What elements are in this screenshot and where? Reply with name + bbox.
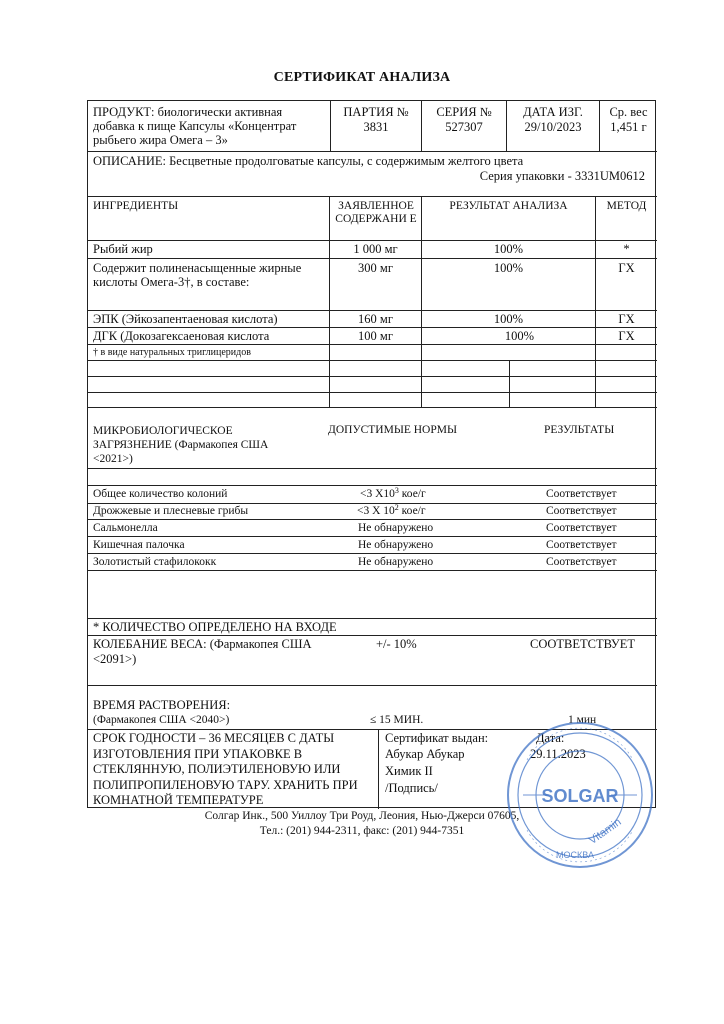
series-value: 527307 — [445, 120, 483, 134]
certificate-issued-label: Сертификат выдан: — [385, 731, 489, 745]
weight-value: 1,451 г — [610, 120, 647, 134]
micro-result: Соответствует — [546, 556, 617, 568]
stamp-vitamin: Vitamin — [586, 816, 624, 847]
micro-name: Золотистый стафилококк — [93, 556, 217, 568]
micro-name: Сальмонелла — [93, 522, 158, 534]
footer-address: Солгар Инк., 500 Уиллоу Три Роуд, Леония, Нью-Джерси 07605, — [204, 810, 520, 822]
input-note: * КОЛИЧЕСТВО ОПРЕДЕЛЕНО НА ВХОДЕ — [93, 620, 337, 634]
ingredient-name: Содержит полиненасыщенные жирные кислоты Омега-3†, в составе: — [93, 261, 302, 289]
ingredient-method: ГХ — [618, 261, 635, 275]
micro-norm: Не обнаружено — [358, 522, 434, 534]
micro-name: Дрожжевые и плесневые грибы — [93, 505, 249, 517]
footer-phones: Тел.: (201) 944-2311, факс: (201) 944-7351 — [259, 825, 465, 837]
batch-label: ПАРТИЯ № — [343, 105, 409, 119]
ingredient-method: ГХ — [618, 312, 635, 326]
dissolution-label: ВРЕМЯ РАСТВОРЕНИЯ: — [93, 698, 231, 712]
micro-name: Общее количество колоний — [93, 488, 228, 500]
micro-header-results: РЕЗУЛЬТАТЫ — [544, 424, 615, 436]
micro-result: Соответствует — [546, 539, 617, 551]
ingredients-header: ИНГРЕДИЕНТЫ — [93, 200, 179, 212]
issuer-title: Химик II — [385, 764, 433, 778]
description-text: ОПИСАНИЕ: Бесцветные продолговатые капсулы, с содержимым желтого цвета — [93, 154, 524, 168]
ingredient-name: ДГК (Докозагексаеновая кислота — [93, 329, 270, 343]
signature-label: /Подпись/ — [385, 781, 438, 795]
ingredient-result: 100% — [493, 312, 524, 326]
method-header: МЕТОД — [606, 200, 647, 212]
ingredient-result: 100% — [493, 261, 524, 275]
package-series: Серия упаковки - 3331UM0612 — [479, 169, 645, 183]
micro-header-label: МИКРОБИОЛОГИЧЕСКОЕ ЗАГРЯЗНЕНИЕ (Фармакопея США <2021>) — [93, 425, 269, 465]
result-header: РЕЗУЛЬТАТ АНАЛИЗА — [449, 200, 568, 212]
micro-name: Кишечная палочка — [93, 539, 185, 551]
date-value: 29/10/2023 — [524, 120, 582, 134]
dissolution-result: 1 мин — [568, 714, 597, 726]
dissolution-pharmacopeia: (Фармакопея США <2040>) — [93, 714, 230, 726]
ingredient-result: 100% — [504, 329, 535, 343]
micro-norm: Не обнаружено — [358, 539, 434, 551]
certificate-table — [87, 100, 656, 808]
ingredient-method: ГХ — [618, 329, 635, 343]
batch-value: 3831 — [363, 120, 389, 134]
ingredient-name: Рыбий жир — [93, 242, 153, 256]
weight-variation-result: СООТВЕТСТВУЕТ — [530, 637, 636, 651]
product-label: ПРОДУКТ: биологически активная добавка к пище Капсулы «Концентрат рыбьего жира Омега – 3» — [93, 105, 297, 147]
stamp-city: МОСКВА — [556, 850, 594, 860]
ingredient-result: 100% — [493, 242, 524, 256]
micro-norm: <3 X $10^2$ кое/г — [357, 503, 426, 517]
claimed-header: ЗАЯВЛЕННОЕ СОДЕРЖАНИ Е — [335, 200, 417, 225]
micro-norm: <3 $X10^3$ кое/г — [360, 486, 426, 500]
ingredient-claimed: 1 000 мг — [353, 242, 398, 256]
ingredient-claimed: 100 мг — [358, 329, 393, 343]
shelf-life-text: СРОК ГОДНОСТИ – 36 МЕСЯЦЕВ С ДАТЫ ИЗГОТОВЛЕНИЯ ПРИ УПАКОВКЕ В СТЕКЛЯННУЮ, ПОЛИЭТИЛЕНОВУЮ ИЛИ ПОЛИПРОПИЛЕНОВУЮ ТАРУ. ХРАНИТЬ ПРИ КОМНАТНОЙ ТЕМПЕРАТУРЕ — [93, 731, 358, 807]
date-label: ДАТА ИЗГ. — [523, 105, 583, 119]
micro-header-norms: ДОПУСТИМЫЕ НОРМЫ — [328, 424, 458, 436]
series-label: СЕРИЯ № — [436, 105, 492, 119]
ingredient-method: * — [623, 242, 630, 256]
weight-variation-norm: +/- 10% — [376, 637, 417, 651]
ingredient-claimed: 160 мг — [358, 312, 393, 326]
micro-norm: Не обнаружено — [358, 556, 434, 568]
dissolution-norm: ≤ 15 МИН. — [370, 714, 424, 726]
ingredient-name: ЭПК (Эйкозапентаеновая кислота) — [93, 312, 278, 326]
micro-result: Соответствует — [546, 522, 617, 534]
weight-label: Ср. вес — [609, 105, 648, 119]
weight-variation-label: КОЛЕБАНИЕ ВЕСА: (Фармакопея США <2091>) — [93, 637, 312, 666]
micro-result: Соответствует — [546, 488, 617, 500]
triglyceride-footnote: † в виде натуральных триглицеридов — [93, 347, 251, 358]
ingredient-claimed: 300 мг — [358, 261, 393, 275]
certificate-date-label: Дата: — [536, 731, 565, 745]
stamp-logo: SOLGAR — [541, 786, 619, 806]
certificate-date-value: 29.11.2023 — [530, 747, 586, 761]
micro-result: Соответствует — [546, 505, 617, 517]
issuer-name: Абукар Абукар — [385, 747, 465, 761]
document-title: СЕРТИФИКАТ АНАЛИЗА — [273, 70, 451, 85]
